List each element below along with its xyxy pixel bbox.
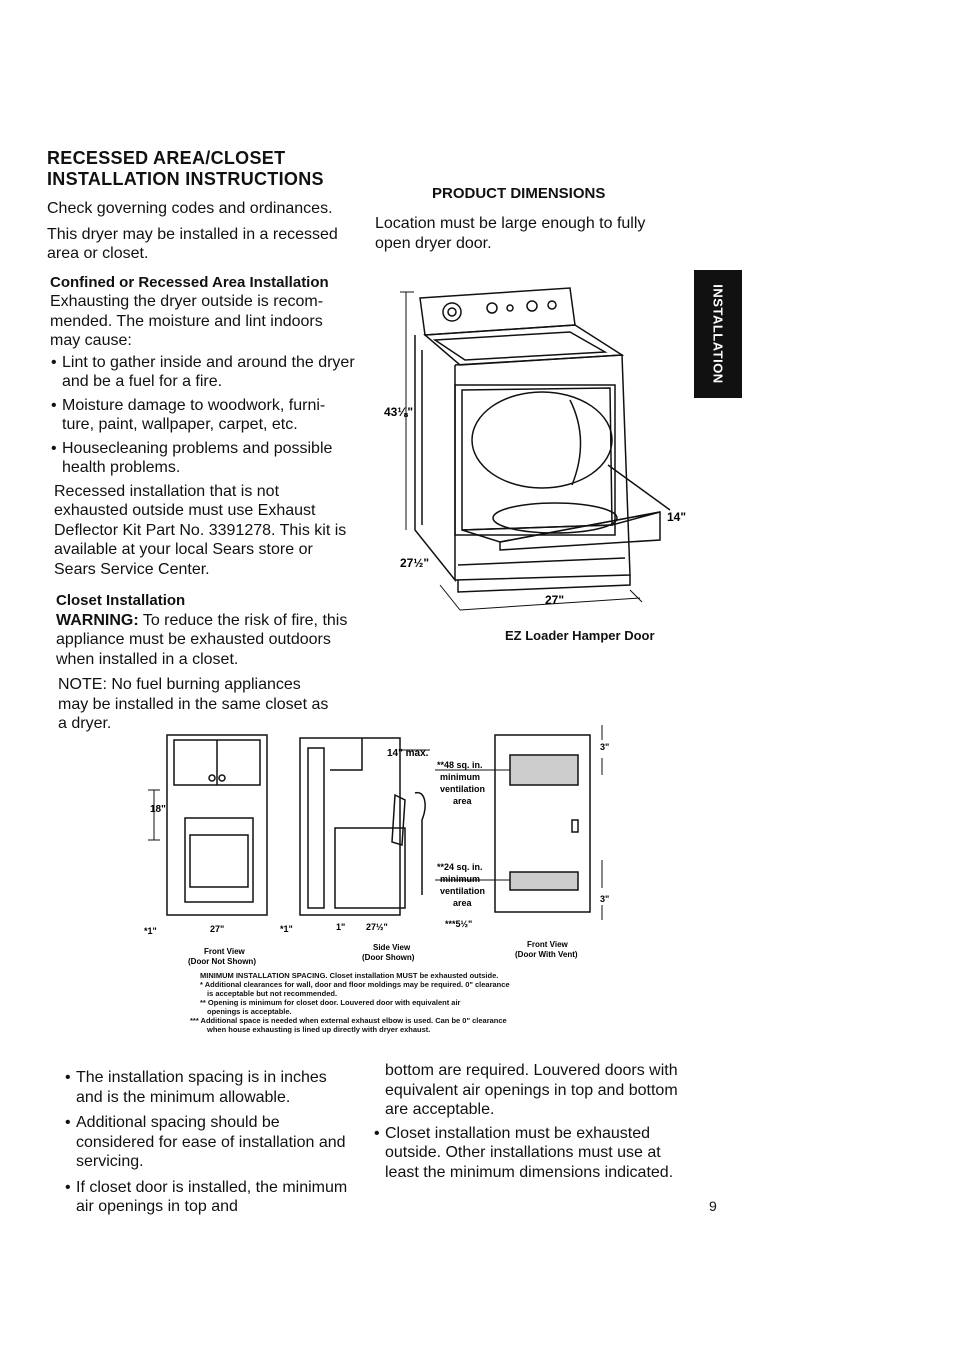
codes-paragraph: Check governing codes and ordinances. [47,200,333,217]
footnote-line: * Additional clearances for wall, door and floor moldings may be required. 0" clearance [200,980,510,989]
front-view-vent-label [515,940,578,959]
door-dimension: 14" [667,510,687,524]
recessed-intro: This dryer may be installed in a recessed area or closet. [47,225,338,262]
height-dimension: 43⅛" [384,405,414,419]
dim-3-top: 3" [600,742,610,752]
product-dimensions-text: Location must be large enough to fully open dryer door. [375,215,646,252]
svg-text:(Door Shown): (Door Shown) [362,953,415,962]
svg-text:minimum: minimum [440,772,481,782]
note-text: NOTE: No fuel burning appliances may be installed in the same closet as a dryer. [58,676,329,732]
bottom-right-text [374,1061,695,1182]
warning-text: WARNING: To reduce the risk of fire, this appliance must be exhausted outdoors when installed in a closet. [56,611,348,668]
dim-27: 27" [210,924,225,934]
dim-1-left: *1" [144,926,157,936]
footnote-line: ** Opening is minimum for closet door. Louvered door with equivalent air [200,998,461,1007]
footnote-line: is acceptable but not recommended. [207,989,338,998]
dim-14-max: 14" max. [387,748,429,759]
page-title: RECESSED AREA/CLOSET INSTALLATION INSTRUCTIONS [47,148,324,189]
hamper-door-caption: EZ Loader Hamper Door [505,628,655,643]
bullet-list [50,353,355,478]
footnote-line: MINIMUM INSTALLATION SPACING. Closet installation MUST be exhausted outside. [200,971,499,980]
svg-text:Front View: Front View [204,947,245,956]
svg-text:minimum: minimum [440,874,481,884]
dim-5-half: ***5½" [445,919,473,929]
dim-1-right: *1" [280,924,293,934]
page-number: 9 [709,1198,717,1214]
svg-text:Side View: Side View [373,943,411,952]
list-item: • Closet installation must be exhausted outside. Other installations must use at least the minimum dimensions indicated. [374,1124,674,1181]
confined-text: Exhausting the dryer outside is recom-mended. The moisture and lint indoors may cause: [50,293,324,349]
list-item: • Lint to gather inside and around the dryer and be a fuel for a fire. [51,353,355,390]
list-item: • Moisture damage to woodwork, furni-ture, paint, wallpaper, carpet, etc. [51,396,326,433]
list-item: • If closet door is installed, the minimum air openings in top and [65,1178,348,1215]
dim-3-bottom: 3" [600,894,610,904]
closet-door-continuation: bottom are required. Louvered doors with equivalent air openings in top and bottom are acceptable. [385,1062,678,1118]
bottom-left-bullets [64,1068,354,1217]
list-item: • Housecleaning problems and possible health problems. [51,439,333,476]
dim-18: 18" [150,804,166,815]
svg-text:(Door With Vent): (Door With Vent) [515,950,578,959]
product-dimensions-heading: PRODUCT DIMENSIONS [432,185,606,202]
closet-heading: Closet Installation [56,592,186,609]
svg-text:**48 sq. in.: **48 sq. in. [437,760,483,770]
width-dimension: 27" [545,593,565,607]
footnotes [190,971,580,1034]
list-item: • The installation spacing is in inches and is the minimum allowable. [65,1069,327,1106]
list-item: • Additional spacing should be considered for ease of installation and servicing. [65,1114,346,1170]
svg-text:area: area [453,898,472,908]
side-view-label [362,943,415,962]
svg-text:(Door Not Shown): (Door Not Shown) [188,957,256,966]
svg-text:**24 sq. in.: **24 sq. in. [437,862,483,872]
confined-heading: Confined or Recessed Area Installation [50,273,329,291]
svg-text:area: area [453,796,472,806]
depth-dimension: 27½" [400,556,430,570]
svg-text:ventilation: ventilation [440,784,486,794]
front-view-label [188,947,256,966]
vent-48-label [437,760,485,806]
dryer-dimensions-diagram [380,280,700,620]
exhaust-kit-text: Recessed installation that is not exhausted outside must use Exhaust Deflector Kit Part No. 3391278. This kit is available at your local Sears store or Sears Service Center. [54,482,347,578]
vent-24-label [437,862,485,908]
footnote-line: openings is acceptable. [207,1007,292,1016]
dim-27-half: 27½" [366,922,388,932]
installation-tab: INSTALLATION [694,270,742,398]
footnote-line: *** Additional space is needed when external exhaust elbow is used. Can be 0" clearance [190,1016,507,1025]
left-column [47,199,362,734]
dim-1-side: 1" [336,922,346,932]
footnote-line: when house exhausting is lined up directly with dryer exhaust. [207,1025,431,1034]
svg-text:Front View: Front View [527,940,568,949]
closet-spacing-diagram [140,710,620,970]
svg-text:ventilation: ventilation [440,886,486,896]
